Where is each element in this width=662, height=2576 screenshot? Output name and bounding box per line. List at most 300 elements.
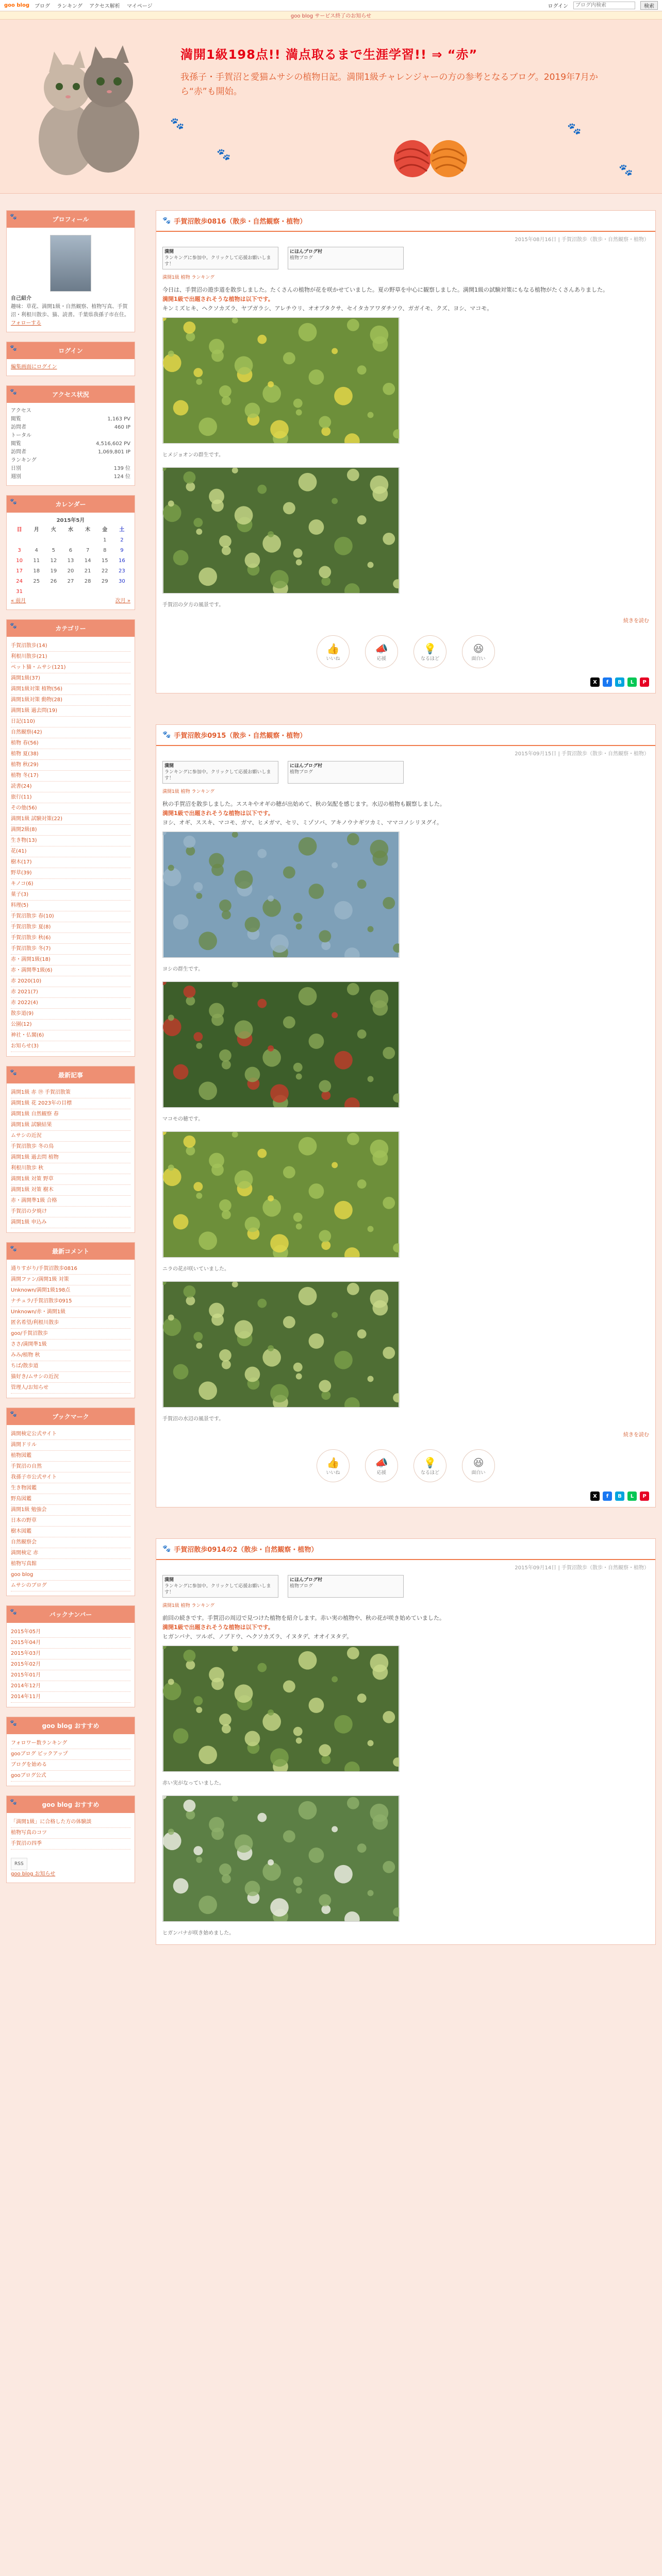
post-body [156,796,655,1430]
calendar-day [62,535,79,546]
calendar-weekday: 金 [102,527,108,533]
calendar-day [96,587,113,597]
calendar-day [62,587,79,597]
calendar-weekday: 日 [16,527,22,533]
category-link[interactable]: 野草(39) [11,868,130,879]
calendar-day[interactable]: 18 [33,568,40,574]
post-photo[interactable] [162,1795,400,1922]
reaction-label: いいね [326,1470,340,1476]
profile-text: 趣味：草花、満開1級・自然観察、植物写真、手賀沼・利根川散歩、猫、読書。千葉県我孫子市在住。 [11,304,129,318]
recent-comment-link[interactable]: 管理人/お知らせ [11,1383,130,1394]
service-link[interactable]: ランキング [57,4,82,9]
calendar-day[interactable]: 30 [119,579,125,584]
ranking-banner-title: にほんブログ村 [290,764,323,769]
post-title[interactable]: 手賀沼散歩0915（散歩・自然観察・植物） [174,732,307,740]
access-value: 1,069,801 IP [97,449,130,455]
post-meta: 2015年09月15日 | 手賀沼散歩（散歩・自然観察・植物） [515,751,649,757]
reaction-button[interactable] [317,1449,350,1482]
access-row [11,407,130,415]
ranking-banner-left[interactable] [162,1575,278,1598]
service-links [35,2,158,9]
category-link[interactable]: 自然観察(42) [11,727,130,738]
photo-caption: ヨシの群生です。 [162,967,204,972]
reaction-icon: 📣 [375,1456,388,1469]
profile-name: 自己紹介 [11,296,31,301]
post-photo[interactable] [162,832,400,958]
calendar-day[interactable]: 10 [16,558,23,564]
access-value: 139 位 [113,466,130,471]
post-paragraph: 今日は、手賀沼の遊歩道を散歩しました。たくさんの植物が花を咲かせていました。夏の野草を中心に観察しました。満開1級の試験対策にもなる植物がたくさんありました。 [162,286,608,293]
bookmark-link[interactable]: 樹木図鑑 [11,1527,130,1537]
post-photo[interactable] [162,1131,400,1258]
search-input[interactable] [573,2,635,9]
recent-entry-link[interactable]: 満開1級 申込み [11,1217,130,1228]
recent-entry-link[interactable]: 満開1級 自然観察 春 [11,1109,130,1120]
recent-entry-link[interactable]: 手賀沼散歩 冬の鳥 [11,1142,130,1153]
goo-logo[interactable]: goo blog [4,3,29,8]
category-link[interactable]: キノコ(6) [11,879,130,890]
post-header [156,211,655,232]
login-edit-link[interactable]: 編集画面にログイン [11,364,57,370]
recent-comments-box [6,1242,135,1398]
ranking-banner-right[interactable] [288,247,404,269]
access-box [6,385,135,486]
reaction-label: 応援 [376,656,386,662]
access-label: 閲覧 [11,441,21,447]
goo-info-link[interactable]: goo blog お知らせ [11,1871,56,1877]
ranking-banner-title: 満開 [164,1578,174,1583]
post-paragraph: 前回の続きです。手賀沼の周辺で見つけた植物を紹介します。赤い実の植物や、秋の花が咲き始めていました。 [162,1615,445,1621]
profile-photo[interactable] [50,235,91,292]
access-row [11,465,130,473]
reaction-label: 面白い [471,656,486,662]
calendar-day[interactable]: 28 [84,579,91,584]
recent-comment-link[interactable]: 猫好き/ムサシの近況 [11,1372,130,1383]
category-link[interactable]: 菓子(3) [11,890,130,901]
calendar-day[interactable]: 1 [103,537,107,543]
ranking-banners [156,1573,655,1600]
recent-entry-link[interactable]: 赤・満開準1級 合格 [11,1196,130,1207]
login-link[interactable]: ログイン [548,4,568,9]
calendar-day [28,535,45,546]
post-photo[interactable] [162,981,400,1108]
reaction-icon: 👍 [326,642,340,655]
reaction-button[interactable] [462,1449,495,1482]
photo-caption: マコモの穂です。 [162,1116,204,1122]
calendar-day[interactable]: 6 [69,548,73,553]
category-link[interactable]: 読書(24) [11,782,130,792]
reaction-button[interactable] [365,1449,398,1482]
category-link[interactable]: 植物 春(56) [11,738,130,749]
profile-heading: 🐾 プロフィール [7,211,135,228]
category-link[interactable]: 植物 秋(29) [11,760,130,771]
category-link[interactable]: 旅行(11) [11,792,130,803]
share-button[interactable]: P [640,1492,649,1501]
ranking-banner-text: 植物ブログ [290,770,313,775]
access-value: 4,516,602 PV [96,441,130,447]
post-meta: 2015年09月14日 | 手賀沼散歩（散歩・自然観察・植物） [515,1565,649,1571]
bookmark-link[interactable]: ムサシのブログ [11,1581,130,1591]
calendar-day[interactable]: 29 [101,579,108,584]
reaction-icon: 😆 [473,1456,484,1469]
archives-heading: 🐾 バックナンバー [7,1606,135,1623]
calendar-day[interactable]: 31 [16,589,23,595]
category-link[interactable]: 赤・満開準1級(6) [11,965,130,976]
yarn-ball-red-icon [392,138,433,179]
yarn-ball-orange-icon [428,138,469,179]
calendar-day[interactable]: 12 [50,558,57,564]
recent-entry-link[interactable]: 満開1級 過去問 植物 [11,1153,130,1163]
service-link[interactable]: ブログ [35,4,50,9]
category-link[interactable]: 手賀沼散歩(14) [11,641,130,652]
photo-caption: ヒガンバナが咲き始めました。 [162,1930,235,1936]
calendar-heading: 🐾 カレンダー [7,496,135,513]
access-label: ランキング [11,457,37,463]
recent-comment-link[interactable]: ちば/散歩道 [11,1361,130,1372]
recent-entry-link[interactable]: ムサシの近況 [11,1131,130,1142]
calendar-day [11,535,28,546]
read-more-link[interactable]: 続きを読む [623,618,649,624]
paw-icon: 🐾 [567,123,582,135]
access-label: 訪問者 [11,425,26,430]
bookmark-link[interactable]: 生き物図鑑 [11,1483,130,1494]
bookmark-link[interactable]: goo blog [11,1570,130,1581]
access-row [11,448,130,456]
reaction-icon: 💡 [423,642,437,655]
category-link[interactable]: 植物 冬(17) [11,771,130,782]
calendar-table [11,525,130,597]
category-link[interactable]: 手賀沼散歩 夏(8) [11,922,130,933]
category-link[interactable]: 満開1級 試験対策(22) [11,814,130,825]
kittens-image [31,31,144,180]
calendar-weekday: 水 [68,527,73,533]
blog-header [0,20,662,194]
reaction-label: なるほど [420,656,439,662]
recent-comment-link[interactable]: みみ/植物 秋 [11,1350,130,1361]
share-button[interactable]: X [590,677,600,687]
archive-link[interactable]: 2015年03月 [11,1649,130,1659]
ranking-link[interactable]: ブログを始める [11,1760,130,1771]
category-link[interactable]: 赤 2021(7) [11,987,130,998]
service-link[interactable]: マイページ [126,4,153,9]
ranking-link[interactable]: gooブログ公式 [11,1771,130,1782]
calendar-day[interactable]: 2 [120,537,124,543]
ranking-links[interactable]: 満開1級 植物 ランキング [162,275,215,280]
bookmark-link[interactable]: 植物図鑑 [11,1451,130,1462]
category-link[interactable]: 手賀沼散歩 春(10) [11,911,130,922]
calendar-day[interactable]: 24 [16,579,23,584]
recent-comment-link[interactable]: Unknown/満開1級198点 [11,1285,130,1296]
ranking-banner-left[interactable] [162,761,278,784]
blog-post [156,1538,656,1945]
bookmark-link[interactable]: 植物写真館 [11,1559,130,1570]
calendar-weekday: 木 [85,527,91,533]
post-paragraph: 秋の手賀沼を散歩しました。ススキやオギの穂が出始めて、秋の気配を感じます。水辺の植物も観察しました。 [162,801,445,807]
post-body [156,1611,655,1944]
ranking-banner-text: ランキングに参加中。クリックして応援お願いします！ [164,1584,271,1595]
reaction-buttons [156,1440,655,1492]
calendar-prev[interactable]: « 前月 [11,598,26,604]
ranking-banners [156,759,655,786]
category-link[interactable]: 満開1級対策 動物(28) [11,695,130,706]
categories-box [6,619,135,1057]
photo-caption: 手賀沼の夕方の風景です。 [162,602,224,608]
ranking-link[interactable]: フォロワー数ランキング [11,1738,130,1749]
share-button[interactable]: f [603,1492,612,1501]
category-link[interactable]: 手賀沼散歩 秋(6) [11,933,130,944]
recent-entries-box [6,1066,135,1233]
access-label: 日別 [11,466,21,471]
category-link[interactable]: 満開1級 過去問(19) [11,706,130,717]
osusume-link[interactable]: 「満開1級」に合格した方の体験談 [11,1817,130,1828]
category-link[interactable]: 花(41) [11,846,130,857]
calendar-day[interactable]: 26 [50,579,57,584]
post-body [156,282,655,616]
rss-badge[interactable]: RSS [11,1858,27,1870]
paw-icon: 🐾 [162,1545,171,1553]
archive-link[interactable]: 2014年12月 [11,1681,130,1692]
read-more-link[interactable]: 続きを読む [623,1432,649,1438]
archive-link[interactable]: 2014年11月 [11,1692,130,1703]
recent-entry-link[interactable]: 満開1級 試験結果 [11,1120,130,1131]
calendar-day[interactable]: 23 [119,568,125,574]
category-link[interactable]: その他(56) [11,803,130,814]
recent-entry-link[interactable]: 満開1級 対策 樹木 [11,1185,130,1196]
calendar-next[interactable]: 次月 » [115,598,130,604]
bookmark-link[interactable]: 満開1級 勉強会 [11,1505,130,1516]
calendar-day[interactable]: 20 [67,568,74,574]
calendar-day [113,587,130,597]
photo-caption: 手賀沼の水辺の風景です。 [162,1416,224,1422]
reaction-icon: 👍 [326,1456,340,1469]
calendar-day[interactable]: 4 [35,548,38,553]
post-photo[interactable] [162,1281,400,1408]
calendar-day[interactable]: 19 [50,568,57,574]
archive-link[interactable]: 2015年01月 [11,1670,130,1681]
follow-link[interactable]: フォローする [11,320,41,326]
ranking-banner-left[interactable] [162,247,278,269]
calendar-day [79,587,96,597]
share-buttons [156,1492,655,1507]
post-title[interactable]: 手賀沼散歩0914の2（散歩・自然観察・植物） [174,1546,318,1554]
calendar-day[interactable]: 9 [120,548,124,553]
login-heading: 🐾 ログイン [7,342,135,359]
paw-icon: 🐾 [162,731,171,739]
bookmark-link[interactable]: 満開ドリル [11,1440,130,1451]
reaction-button[interactable] [317,635,350,668]
calendar-day[interactable]: 14 [84,558,91,564]
access-label: 閲覧 [11,416,21,422]
category-link[interactable]: 赤 2020(10) [11,976,130,987]
archive-link[interactable]: 2015年05月 [11,1627,130,1638]
osusume-link[interactable]: 植物写真のコツ [11,1828,130,1839]
category-link[interactable]: 散歩道(9) [11,1009,130,1020]
access-heading: 🐾 アクセス状況 [7,386,135,403]
category-link[interactable]: 赤・満開1級(18) [11,955,130,965]
reaction-button[interactable] [462,635,495,668]
recent-entries-heading: 🐾 最新記事 [7,1066,135,1083]
recent-entry-link[interactable]: 満開1級 対策 野草 [11,1174,130,1185]
ranking-banner-text: ランキングに参加中。クリックして応援お願いします！ [164,770,271,781]
access-row [11,415,130,423]
category-link[interactable]: お知らせ(3) [11,1041,130,1052]
search-button[interactable]: 検索 [640,1,658,10]
calendar-day[interactable]: 15 [101,558,108,564]
calendar-day[interactable]: 22 [101,568,108,574]
calendar-day [79,535,96,546]
access-row [11,473,130,481]
access-label: トータル [11,433,31,438]
calendar-month: 2015年5月 [56,518,85,523]
category-link[interactable]: 樹木(17) [11,857,130,868]
access-row [11,432,130,440]
bookmark-link[interactable]: 満開検定 赤 [11,1548,130,1559]
access-label: 週別 [11,474,21,480]
ranking-banner-text: ランキングに参加中。クリックして応援お願いします！ [164,256,271,267]
access-value: 1,163 PV [107,416,130,422]
photo-caption: 赤い実がなっていました。 [162,1781,224,1786]
paw-icon: 🐾 [170,117,185,130]
recent-comment-link[interactable]: ささ/満開準1級 [11,1340,130,1350]
osusume-box [6,1795,135,1883]
recent-comment-link[interactable]: 満開ファン/満開1級 対策 [11,1275,130,1285]
share-button[interactable]: f [603,677,612,687]
calendar-day[interactable]: 3 [18,548,21,553]
photo-caption: ニラの花が咲いていました。 [162,1266,229,1272]
ranking-banner-title: 満開 [164,249,174,255]
calendar-day[interactable]: 21 [84,568,91,574]
ranking-banner-right[interactable] [288,1575,404,1598]
paw-icon: 🐾 [619,164,633,177]
category-link[interactable]: 満開2級(8) [11,825,130,836]
calendar-day[interactable]: 13 [67,558,74,564]
reaction-icon: 😆 [473,642,484,655]
post-photo[interactable] [162,467,400,594]
post-title[interactable]: 手賀沼散歩0816（散歩・自然観察・植物） [174,218,307,226]
category-link[interactable]: 利根川散歩(21) [11,652,130,663]
recent-entry-link[interactable]: 利根川散歩 秋 [11,1163,130,1174]
archive-link[interactable]: 2015年02月 [11,1659,130,1670]
calendar-weekday: 月 [34,527,39,533]
calendar-day[interactable]: 25 [33,579,40,584]
service-link[interactable]: アクセス解析 [89,4,120,9]
login-box [6,342,135,376]
ranking-banner-right[interactable] [288,761,404,784]
recent-comment-link[interactable]: ナチュラ/手賀沼散歩0915 [11,1296,130,1307]
access-row [11,456,130,465]
category-link[interactable]: 満開1級(37) [11,673,130,684]
ranking-banner-title: 満開 [164,764,174,769]
category-link[interactable]: 手賀沼散歩 冬(7) [11,944,130,955]
ranking-links[interactable]: 満開1級 植物 ランキング [162,1603,215,1608]
share-button[interactable]: P [640,677,649,687]
calendar-day[interactable]: 11 [33,558,40,564]
bookmark-link[interactable]: 我孫子市公式サイト [11,1472,130,1483]
calendar-day[interactable]: 16 [119,558,125,564]
calendar-day[interactable]: 27 [67,579,74,584]
share-buttons [156,677,655,693]
archive-link[interactable]: 2015年04月 [11,1638,130,1649]
ranking-link[interactable]: gooブログ ピックアップ [11,1749,130,1760]
category-link[interactable]: 生き物(13) [11,836,130,846]
bookmark-link[interactable]: 手賀沼の自然 [11,1462,130,1472]
recent-comments-heading: 🐾 最新コメント [7,1243,135,1260]
recent-entry-link[interactable]: 満開1級 赤 ⑲ 手賀沼散策 [11,1088,130,1098]
share-button[interactable]: X [590,1492,600,1501]
share-button[interactable]: B [615,1492,624,1501]
bookmark-link[interactable]: 満開検定公式サイト [11,1429,130,1440]
paw-icon: 🐾 [217,148,231,161]
notice-strip[interactable]: goo blog サービス終了のお知らせ [0,11,662,20]
reaction-button[interactable] [413,635,446,668]
recent-comment-link[interactable]: goo/手賀沼散歩 [11,1329,130,1340]
reaction-button[interactable] [365,635,398,668]
ranking-banners [156,245,655,272]
calendar-day[interactable]: 17 [16,568,23,574]
access-row [11,440,130,448]
ranking-banner-title: にほんブログ村 [290,249,323,255]
category-link[interactable]: 神社・仏閣(6) [11,1030,130,1041]
calendar-day [45,587,62,597]
ranking-banner-title: にほんブログ村 [290,1578,323,1583]
calendar-day[interactable]: 8 [103,548,107,553]
paw-icon: 🐾 [162,217,171,225]
access-value: 124 位 [113,474,130,480]
share-button[interactable]: L [627,1492,637,1501]
recent-comment-link[interactable]: Unknown/赤・満開1級 [11,1307,130,1318]
blog-title[interactable]: 満開1級198点!! 満点取るまで生涯学習!! ⇒ “赤” [180,47,478,62]
recent-entry-link[interactable]: 満開1級 花 2023年の目標 [11,1098,130,1109]
reaction-label: 応援 [376,1470,386,1476]
access-row [11,423,130,432]
calendar-day[interactable]: 7 [86,548,90,553]
reaction-button[interactable] [413,1449,446,1482]
category-link[interactable]: 公園(12) [11,1020,130,1030]
bookmark-link[interactable]: 自然観察会 [11,1537,130,1548]
ranking-banner-text: 植物ブログ [290,1584,313,1589]
blog-post [156,724,656,1507]
category-link[interactable]: 満開1級対策 植物(56) [11,684,130,695]
post-photo[interactable] [162,1646,400,1772]
share-button[interactable]: B [615,677,624,687]
ranking-links[interactable]: 満開1級 植物 ランキング [162,789,215,794]
blog-description: 我孫子・手賀沼と愛猫ムサシの植物日記。満開1級チャレンジャーの方の参考となるブログ。2019年7月から“赤”も開始。 [180,72,598,97]
post-photo[interactable] [162,317,400,444]
calendar-day [28,587,45,597]
reaction-label: 面白い [471,1470,486,1476]
profile-box [6,210,135,332]
bookmark-link[interactable]: 日本の野草 [11,1516,130,1527]
ranking-box [6,1717,135,1786]
category-link[interactable]: 料理(5) [11,901,130,911]
access-value: 460 IP [114,425,130,430]
recent-comment-link[interactable]: 通りすがり/手賀沼散歩0816 [11,1264,130,1275]
bookmark-link[interactable]: 野鳥図鑑 [11,1494,130,1505]
osusume-link[interactable]: 手賀沼の四季 [11,1839,130,1850]
category-link[interactable]: 日記(110) [11,717,130,727]
category-link[interactable]: 赤 2022(4) [11,998,130,1009]
ranking-heading: 🐾 goo blog おすすめ [7,1717,135,1734]
category-link[interactable]: ペット猫・ムサシ(121) [11,663,130,673]
category-link[interactable]: 植物 夏(38) [11,749,130,760]
post-paragraph: キンミズヒキ、ヘクソカズラ、ヤブガラシ、アレチウリ、オオブタクサ、セイタカアワダチソウ、ガガイモ、クズ、ヨシ、マコモ。 [162,305,493,312]
recent-comment-link[interactable]: 匿名希望/利根川散歩 [11,1318,130,1329]
calendar-day[interactable]: 5 [52,548,56,553]
reaction-label: いいね [326,656,340,662]
share-button[interactable]: L [627,677,637,687]
categories-heading: 🐾 カテゴリー [7,620,135,637]
recent-entry-link[interactable]: 手賀沼の夕焼け [11,1207,130,1217]
